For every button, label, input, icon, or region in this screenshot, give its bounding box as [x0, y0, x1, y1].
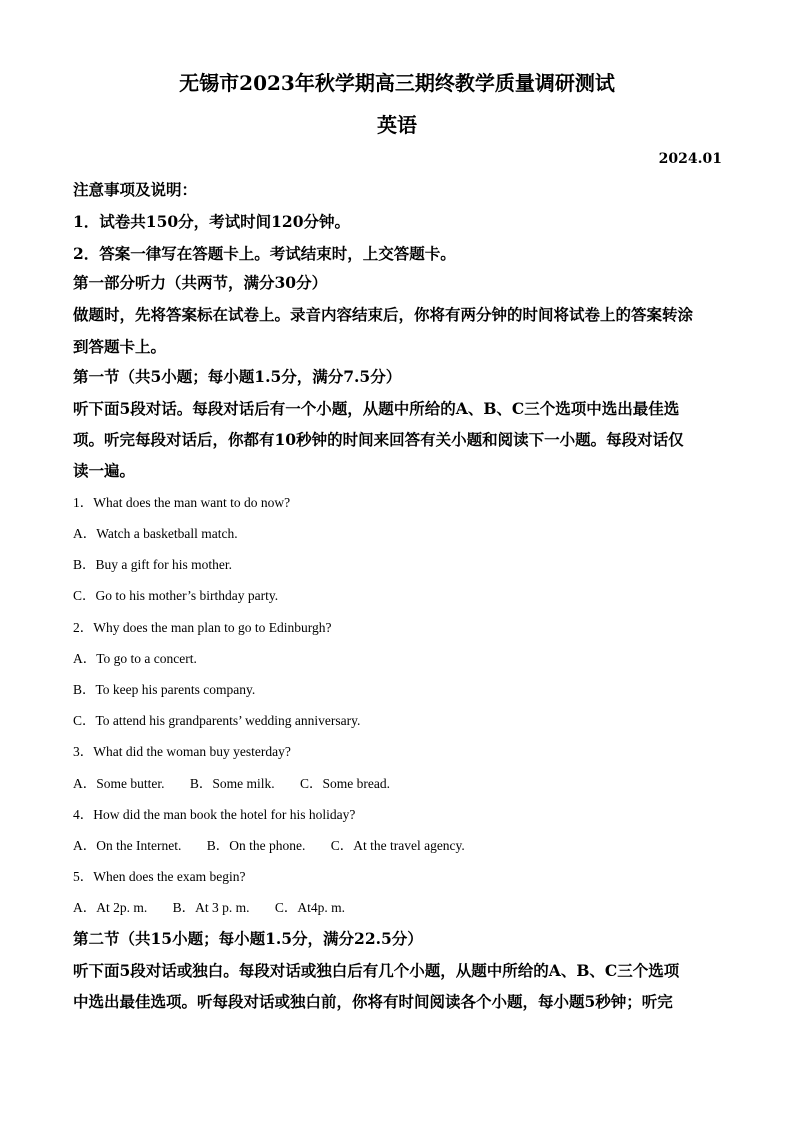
section2-heading: 第二节（共15小题；每小题1.5分，满分22.5分）	[73, 929, 423, 948]
question-5-stem: 5．When does the exam begin?	[73, 869, 246, 884]
question-2-option-b: B．To keep his parents company.	[73, 682, 256, 697]
question-3-stem: 3．What did the woman buy yesterday?	[73, 744, 291, 759]
question-4-options	[73, 837, 723, 855]
question-5-options	[73, 899, 723, 917]
question-4-option-c: C．At the travel agency.	[330, 838, 465, 853]
question-1-option-b: B．Buy a gift for his mother.	[73, 557, 232, 572]
part1-instructions-line2: 到答题卡上。	[73, 337, 167, 356]
subject-title: 英语	[377, 113, 417, 137]
question-4-option-b: B．On the phone.	[206, 838, 306, 853]
question-4-option-a: A．On the Internet.	[73, 838, 182, 853]
question-5-option-a: A．At 2p. m.	[73, 900, 148, 915]
part1-heading: 第一部分听力（共两节，满分30分）	[73, 273, 328, 292]
section1-instructions-line1: 听下面5段对话。每段对话后有一个小题，从题中所给的A、B、C三个选项中选出最佳选	[73, 399, 680, 418]
question-2-stem: 2．Why does the man plan to go to Edinburgh?	[73, 620, 332, 635]
question-3-option-a: A．Some butter.	[73, 776, 165, 791]
question-1-option-a: A．Watch a basketball match.	[73, 526, 238, 541]
notes-heading: 注意事项及说明：	[73, 180, 198, 199]
exam-title: 无锡市2023年秋学期高三期终教学质量调研测试	[179, 71, 615, 95]
section2-instructions-line1: 听下面5段对话或独白。每段对话或独白后有几个小题，从题中所给的A、B、C三个选项	[73, 961, 680, 980]
question-3-option-b: B．Some milk.	[189, 776, 275, 791]
section1-instructions-line2: 项。听完每段对话后，你都有10秒钟的时间来回答有关小题和阅读下一小题。每段对话仅	[73, 430, 684, 449]
note-1: 1．试卷共150分，考试时间120分钟。	[73, 212, 350, 231]
question-3-options	[73, 775, 723, 793]
section2-instructions-line2: 中选出最佳选项。听每段对话或独白前，你将有时间阅读各个小题，每小题5秒钟；听完	[73, 992, 673, 1011]
question-5-option-b: B．At 3 p. m.	[172, 900, 250, 915]
exam-date: 2024.01	[658, 151, 722, 167]
note-2: 2．答案一律写在答题卡上。考试结束时，上交答题卡。	[73, 244, 456, 263]
section1-heading: 第一节（共5小题；每小题1.5分，满分7.5分）	[73, 367, 402, 386]
question-1-stem: 1．What does the man want to do now?	[73, 495, 291, 510]
question-2-option-a: A．To go to a concert.	[73, 651, 197, 666]
question-4-stem: 4．How did the man book the hotel for his holiday?	[73, 807, 356, 822]
question-5-option-c: C．At4p. m.	[274, 900, 346, 915]
section1-instructions-line3: 读一遍。	[73, 461, 136, 480]
question-3-option-c: C．Some bread.	[300, 776, 391, 791]
question-2-option-c: C．To attend his grandparents’ wedding anniversary.	[73, 713, 361, 728]
part1-instructions-line1: 做题时，先将答案标在试卷上。录音内容结束后，你将有两分钟的时间将试卷上的答案转涂	[73, 305, 694, 324]
question-1-option-c: C．Go to his mother’s birthday party.	[73, 588, 279, 603]
